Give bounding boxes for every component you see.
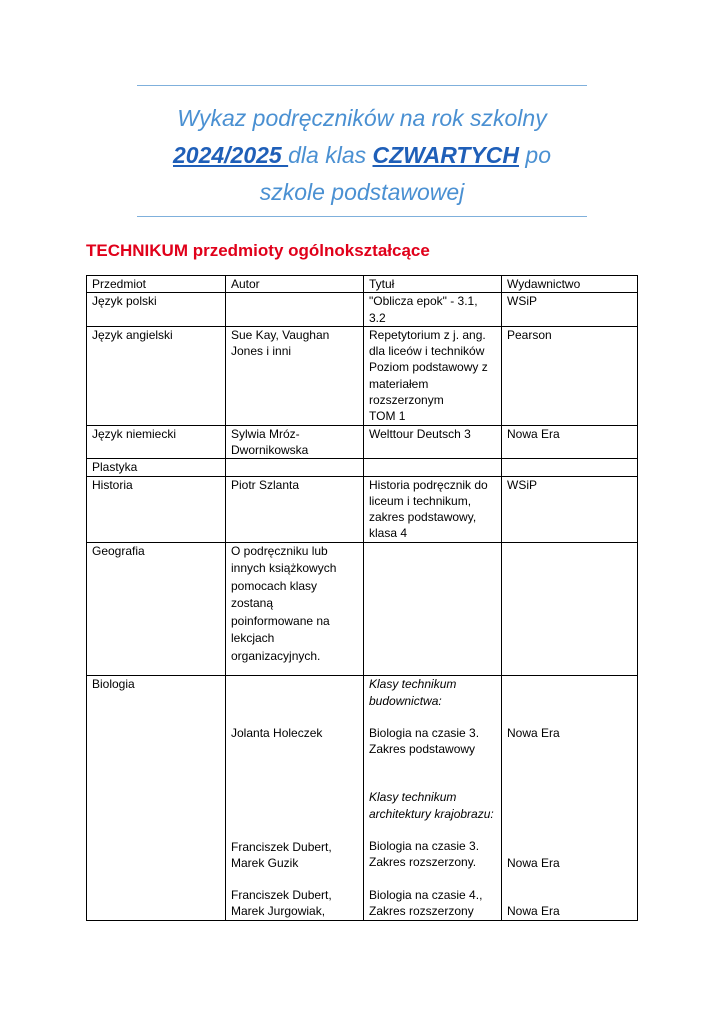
biology-title-1: Biologia na czasie 3. Zakres podstawowy	[369, 725, 480, 757]
title-line3: szkole podstawowej	[259, 179, 465, 205]
cell-title-volume: TOM 1	[369, 409, 406, 424]
cell-title	[364, 326, 502, 425]
cell-publisher: WSiP	[502, 293, 638, 327]
textbook-table	[86, 275, 638, 921]
title-year: 2024/2025	[173, 142, 289, 168]
cell-author	[226, 459, 364, 476]
biology-author-1: Jolanta Holeczek	[231, 726, 323, 741]
cell-title	[364, 542, 502, 676]
biology-title-3: Biologia na czasie 4., Zakres rozszerzony	[369, 887, 483, 918]
section-heading: TECHNIKUM przedmioty ogólnokształcące	[86, 241, 430, 260]
biology-group2-label: Klasy technikum architektury krajobrazu:	[369, 790, 494, 821]
table-row	[87, 326, 638, 425]
cell-publisher	[502, 676, 638, 920]
cell-title-text: Repetytorium z j. ang. dla liceów i techników Poziom podstawowy z materiałem rozszerzonym	[369, 327, 488, 408]
cell-title: "Oblicza epok" - 3.1, 3.2	[364, 293, 502, 327]
bottom-rule	[137, 216, 587, 217]
cell-author: Piotr Szlanta	[226, 476, 364, 542]
title-class: CZWARTYCH	[372, 142, 520, 168]
title-line1: Wykaz podręczników na rok szkolny	[177, 105, 547, 131]
biology-author-2: Franciszek Dubert, Marek Guzik	[231, 839, 332, 870]
cell-publisher: WSiP	[502, 476, 638, 542]
cell-subject: Biologia	[87, 676, 226, 920]
cell-publisher	[502, 542, 638, 676]
table-row	[87, 293, 638, 327]
cell-subject: Język polski	[87, 293, 226, 327]
cell-subject: Geografia	[87, 542, 226, 676]
cell-title	[364, 459, 502, 476]
table-row-biology	[87, 676, 638, 920]
cell-publisher	[502, 459, 638, 476]
biology-publisher-3: Nowa Era	[507, 903, 560, 918]
table-header-row	[87, 276, 638, 293]
cell-publisher: Nowa Era	[502, 425, 638, 459]
cell-subject: Język niemiecki	[87, 425, 226, 459]
biology-title-2: Biologia na czasie 3. Zakres rozszerzony.	[369, 839, 480, 870]
cell-subject: Plastyka	[87, 459, 226, 476]
cell-publisher: Pearson	[502, 326, 638, 425]
biology-publisher-1: Nowa Era	[507, 726, 560, 741]
header-author: Autor	[226, 276, 364, 293]
cell-subject: Historia	[87, 476, 226, 542]
cell-author: Sue Kay, Vaughan Jones i inni	[226, 326, 364, 425]
top-rule	[137, 85, 587, 86]
biology-author-3: Franciszek Dubert, Marek Jurgowiak,	[231, 888, 332, 919]
cell-author	[226, 293, 364, 327]
cell-author	[226, 676, 364, 920]
title-end: po	[519, 142, 551, 168]
table-row	[87, 459, 638, 476]
table-row	[87, 425, 638, 459]
table-row	[87, 476, 638, 542]
header-publisher: Wydawnictwo	[502, 276, 638, 293]
header-subject: Przedmiot	[87, 276, 226, 293]
biology-group1-label: Klasy technikum budownictwa:	[369, 677, 457, 708]
cell-title: Welttour Deutsch 3	[364, 425, 502, 459]
header-title: Tytuł	[364, 276, 502, 293]
cell-title: Historia podręcznik do liceum i technikum, zakres podstawowy, klasa 4	[364, 476, 502, 542]
page-title	[110, 100, 614, 211]
cell-title	[364, 676, 502, 920]
cell-subject: Język angielski	[87, 326, 226, 425]
table-row	[87, 542, 638, 676]
biology-publisher-2: Nowa Era	[507, 855, 560, 870]
cell-author: O podręczniku lub innych książkowych pomocach klasy zostaną poinformowane na lekcjach organizacyjnych.	[226, 542, 364, 676]
title-mid: dla klas	[288, 142, 373, 168]
cell-author: Sylwia Mróz-Dwornikowska	[226, 425, 364, 459]
